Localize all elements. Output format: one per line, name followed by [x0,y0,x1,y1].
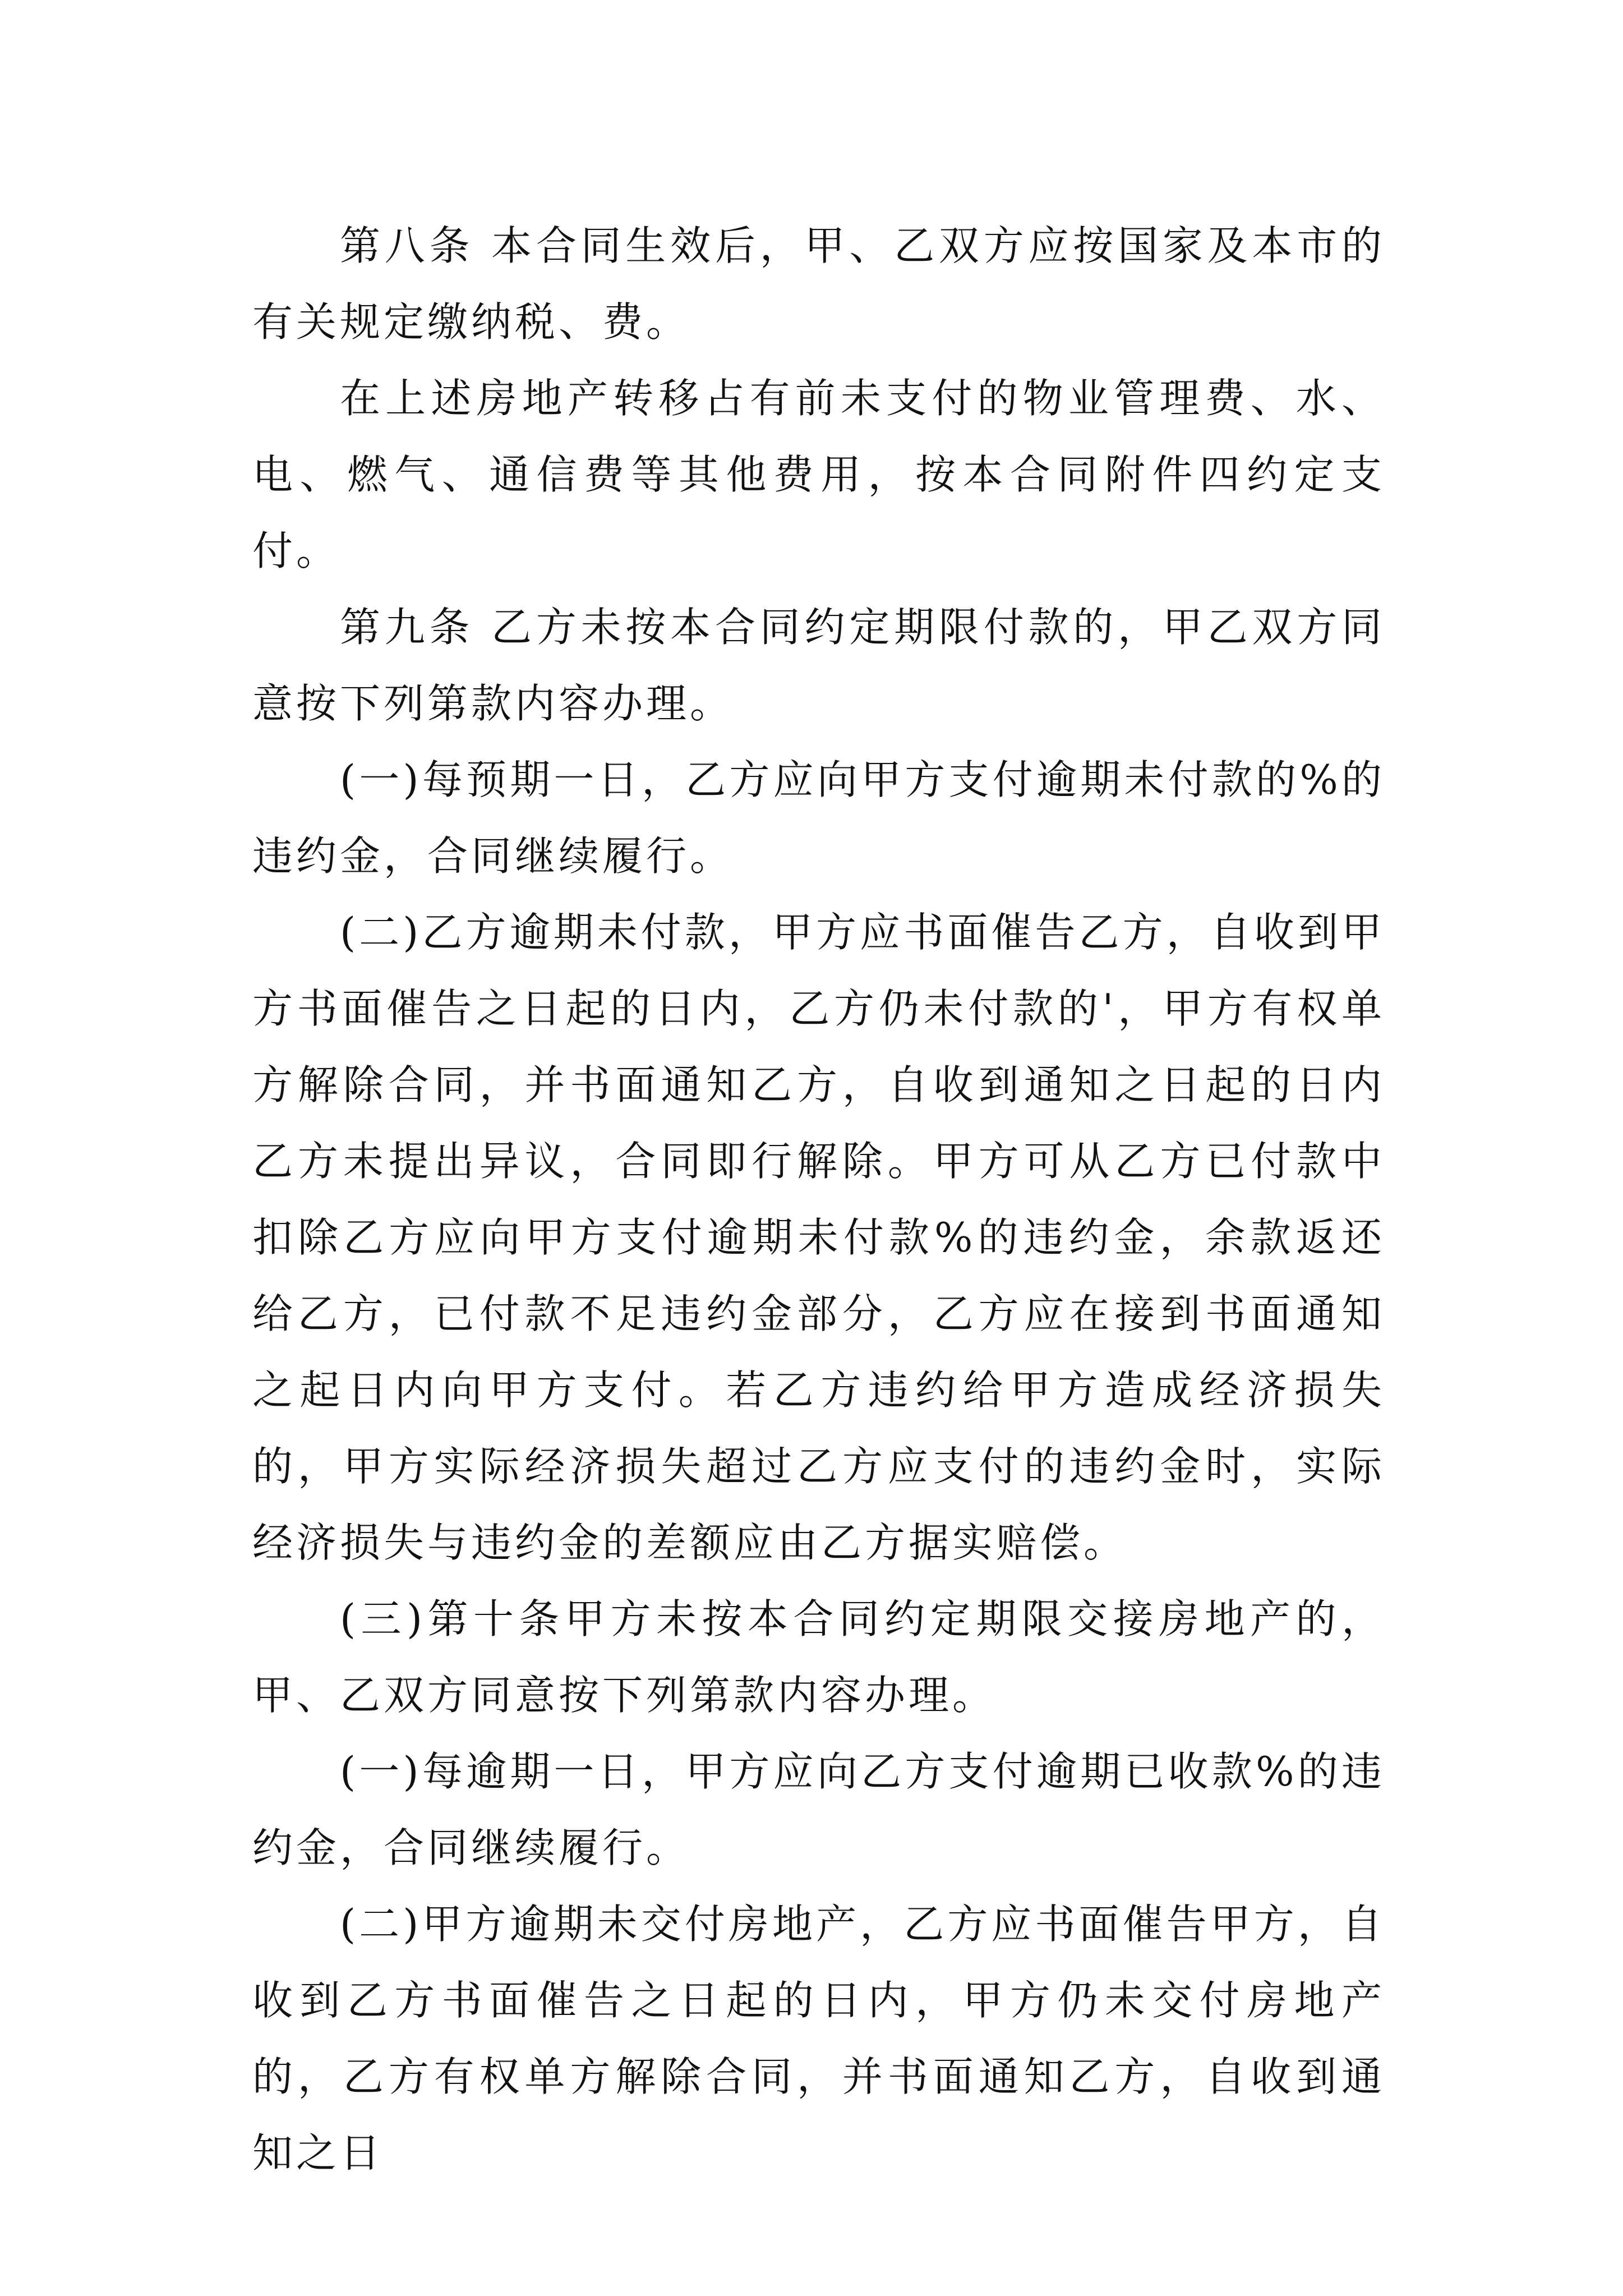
paragraph-article-9-item-2: (二)乙方逾期未付款，甲方应书面催告乙方，自收到甲方书面催告之日起的日内，乙方仍未付款的'，甲方有权单方解除合同，并书面通知乙方，自收到通知之日起的日内乙方未提出异议，合同即行解除。甲方可从乙方已付款中扣除乙方应向甲方支付逾期未付款%的违约金，余款返还给乙方，已付款不足违约金部分，乙方应在接到书面通知之起日内向甲方支付。若乙方违约给甲方造成经济损失的，甲方实际经济损失超过乙方应支付的违约金时，实际经济损失与违约金的差额应由乙方据实赔偿。 [252,909,1385,1566]
contract-text-body [252,208,1385,2191]
paragraph-article-10: (三)第十条甲方未按本合同约定期限交接房地产的，甲、乙双方同意按下列第款内容办理。 [252,1595,1385,1719]
paragraph-article-9: 第九条 乙方未按本合同约定期限付款的，甲乙双方同意按下列第款内容办理。 [252,604,1385,727]
paragraph-article-10-item-2: (二)甲方逾期未交付房地产，乙方应书面催告甲方，自收到乙方书面催告之日起的日内，甲方仍未交付房地产的，乙方有权单方解除合同，并书面通知乙方，自收到通知之日 [252,1901,1385,2177]
paragraph-article-10-item-1: (一)每逾期一日，甲方应向乙方支付逾期已收款%的违约金，合同继续履行。 [252,1748,1385,1871]
paragraph-unpaid-fees: 在上述房地产转移占有前未支付的物业管理费、水、电、燃气、通信费等其他费用，按本合同附件四约定支付。 [252,375,1385,574]
paragraph-article-8: 第八条 本合同生效后，甲、乙双方应按国家及本市的有关规定缴纳税、费。 [252,222,1385,346]
paragraph-article-9-item-1: (一)每预期一日，乙方应向甲方支付逾期未付款的%的违约金，合同继续履行。 [252,756,1385,880]
